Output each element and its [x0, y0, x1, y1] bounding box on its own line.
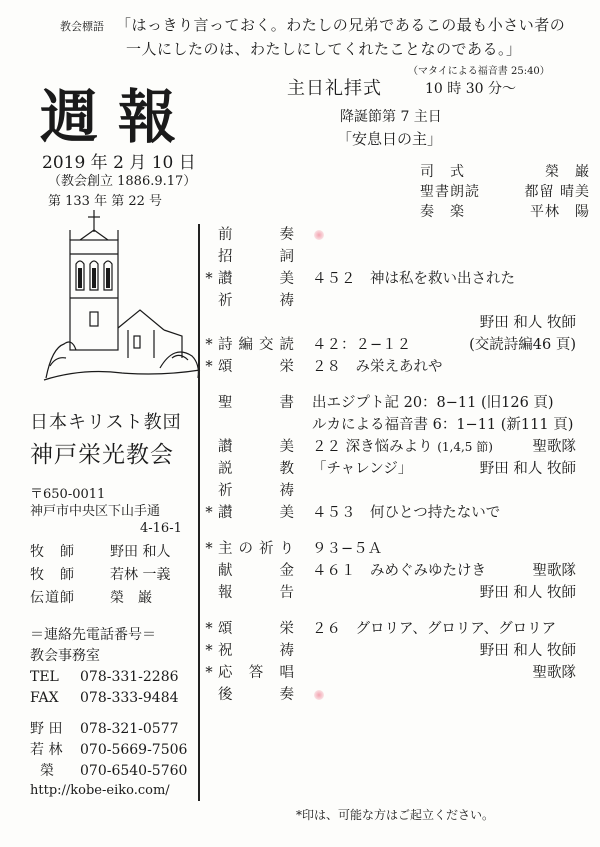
staff-title: 伝道師 [30, 590, 75, 606]
order-detail: ４６１ みめぐみゆたけき [312, 563, 486, 579]
hymn-verses: (1,4,5 節) [437, 440, 493, 454]
pink-dot-mark [314, 230, 324, 240]
contact-row [30, 688, 187, 709]
bulletin-date: 2019 年 2 月 10 日 [42, 153, 196, 173]
order-label: 聖書 [218, 395, 294, 411]
role-name: 都留 晴美 [524, 184, 590, 200]
staff-name: 野田 和人 [110, 544, 171, 560]
church-illustration [42, 208, 202, 383]
role-label: 聖書朗読 [420, 184, 480, 200]
order-item-sermon [200, 458, 590, 480]
staff-row [30, 541, 170, 564]
order-label: 献金 [218, 563, 294, 579]
contact-heading: ＝連絡先電話番号＝ [30, 627, 156, 643]
service-name: 主日礼拝式 [287, 78, 382, 99]
order-item-postlude [200, 684, 590, 706]
scripture-reading-1: 出エジプト記 20：8−11 (旧126 頁) [312, 395, 554, 411]
contact-number: 070-5669-7506 [80, 742, 188, 758]
order-item-offering [200, 560, 590, 582]
role-row [420, 202, 590, 222]
order-detail: ４５２ 神は私を救い出された [312, 271, 515, 287]
standing-mark: * [205, 665, 213, 681]
order-item-gloria-2 [200, 618, 590, 640]
order-item-gloria-1 [200, 356, 590, 378]
motto-label: 教会標語 [60, 20, 104, 33]
service-theme: 「安息日の主」 [337, 130, 443, 148]
order-scripture-row [200, 414, 590, 436]
order-person: 野田 和人 牧師 [479, 461, 576, 477]
scripture-reading-2: ルカによる福音書 6：1−11 (新111 頁) [312, 417, 574, 433]
service-time: 10 時 30 分～ [425, 81, 516, 97]
order-label: 主の祈り [218, 541, 294, 557]
role-label: 司 式 [420, 164, 465, 180]
order-detail: ４２：２−１２ [312, 337, 412, 353]
standing-mark: * [205, 505, 213, 521]
order-label: 後奏 [218, 687, 294, 703]
motto-line-1: 「はっきり言っておく。わたしの兄弟であるこの最も小さい者の [116, 16, 566, 34]
church-address [30, 486, 182, 537]
standing-mark: * [205, 271, 213, 287]
staff-row [30, 564, 170, 587]
order-item-hymn-2 [200, 436, 590, 458]
order-item-prayer-1 [200, 290, 590, 312]
motto-line-2: 一人にしたのは、わたしにしてくれたことなのである。」 [126, 40, 522, 58]
order-label: 讃美 [218, 271, 294, 287]
postal-code: 〒650-0011 [30, 487, 106, 502]
order-label: 祈祷 [218, 483, 294, 499]
order-label: 祝祷 [218, 643, 294, 659]
order-item-benediction [200, 640, 590, 662]
standing-mark: * [205, 541, 213, 557]
role-row [420, 162, 590, 182]
contact-number: 078-321-0577 [80, 721, 179, 737]
order-label: 頌栄 [218, 359, 294, 375]
denomination: 日本キリスト教団 [30, 412, 182, 433]
role-row [420, 182, 590, 202]
contact-office: 教会事務室 [30, 648, 100, 664]
order-detail [312, 436, 493, 458]
sermon-title: 「チャレンジ」 [312, 461, 413, 477]
church-name: 神戸栄光教会 [30, 442, 174, 468]
role-name: 榮 巌 [545, 164, 590, 180]
order-person: 聖歌隊 [532, 439, 576, 455]
order-item-scripture [200, 392, 590, 414]
standing-mark: * [205, 359, 213, 375]
role-name: 平林 陽 [530, 204, 590, 220]
contact-label: 野 田 [30, 721, 63, 737]
standing-note: *印は、可能な方はご起立ください。 [296, 808, 495, 822]
order-of-worship [200, 224, 590, 706]
order-label: 説教 [218, 461, 294, 477]
role-label: 奏 楽 [420, 204, 465, 220]
order-label: 祈祷 [218, 293, 294, 309]
order-label: 頌栄 [218, 621, 294, 637]
order-item-response [200, 662, 590, 684]
contact-label: 若 林 [30, 742, 63, 758]
pink-dot-mark [314, 690, 324, 700]
contact-number: 070-6540-5760 [80, 763, 188, 779]
staff-title: 牧 師 [30, 567, 75, 583]
order-label: 応答唱 [218, 665, 294, 681]
order-person: 野田 和人 牧師 [479, 585, 576, 601]
order-person-row [200, 312, 590, 334]
contact-label: 榮 [40, 763, 54, 779]
contact-row [30, 740, 187, 761]
address-line-2: 4-16-1 [140, 521, 182, 536]
order-detail: ９３−５Ａ [312, 541, 383, 557]
website-link[interactable]: http://kobe-eiko.com/ [30, 783, 170, 798]
order-item-lords-prayer [200, 538, 590, 560]
contact-row [30, 761, 187, 782]
order-note: (交読詩編46 頁) [469, 337, 576, 353]
staff-title: 牧 師 [30, 544, 75, 560]
liturgical-sunday: 降誕節第 7 主日 [340, 109, 442, 125]
bulletin-title: 週報 [40, 83, 197, 151]
order-detail: ４５３ 何ひとつ持たないで [312, 505, 501, 521]
staff-name: 榮 巌 [110, 590, 152, 606]
order-detail: ２８ み栄えあれや [312, 359, 443, 375]
order-person: 野田 和人 牧師 [479, 643, 576, 659]
staff-row [30, 587, 170, 610]
standing-mark: * [205, 621, 213, 637]
order-label: 讃美 [218, 439, 294, 455]
contact-number: 078-333-9484 [80, 690, 179, 706]
contact-info [30, 625, 187, 782]
address-line-1: 神戸市中央区下山手通 [30, 504, 161, 519]
order-item-psalm [200, 334, 590, 356]
order-person: 聖歌隊 [532, 563, 576, 579]
order-person: 聖歌隊 [532, 665, 576, 681]
contact-row [30, 719, 187, 740]
order-item-hymn-1 [200, 268, 590, 290]
founding-date: （教会創立 1886.9.17） [48, 174, 197, 189]
contact-label: FAX [30, 690, 59, 706]
order-item-call [200, 246, 590, 268]
order-item-hymn-3 [200, 502, 590, 524]
order-detail: ２６ グロリア、グロリア、グロリア [312, 621, 557, 637]
order-label: 前奏 [218, 227, 294, 243]
staff-list [30, 541, 170, 610]
order-item-prelude [200, 224, 590, 246]
order-person: 野田 和人 牧師 [479, 315, 576, 331]
standing-mark: * [205, 337, 213, 353]
staff-name: 若林 一義 [110, 567, 171, 583]
order-item-announcements [200, 582, 590, 604]
contact-number: 078-331-2286 [80, 669, 179, 685]
order-label: 報告 [218, 585, 294, 601]
hymn-title: ２２ 深き悩みより [312, 439, 433, 455]
order-label: 詩編交読 [218, 337, 294, 353]
volume-number: 第 133 年 第 22 号 [48, 194, 163, 209]
contact-label: TEL [30, 669, 59, 685]
order-item-prayer-2 [200, 480, 590, 502]
motto-source: （マタイによる福音書 25:40） [408, 66, 550, 77]
order-label: 招詞 [218, 249, 294, 265]
service-roles [420, 162, 590, 222]
standing-mark: * [205, 643, 213, 659]
contact-row [30, 667, 187, 688]
order-label: 讃美 [218, 505, 294, 521]
